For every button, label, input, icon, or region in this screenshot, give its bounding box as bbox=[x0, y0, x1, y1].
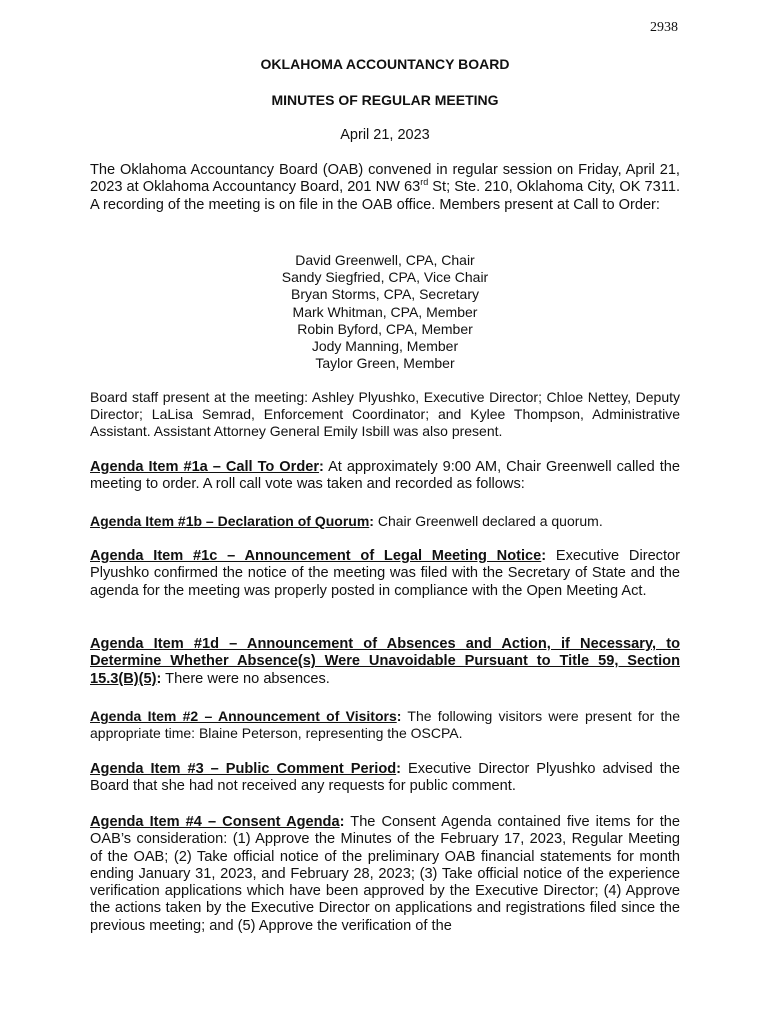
agenda-item-1d bbox=[90, 636, 680, 688]
agenda-item-text: Executive Director Plyushko advised the Board that she had not received any requests for public comment. bbox=[90, 761, 681, 795]
agenda-item-text: There were no absences. bbox=[161, 670, 330, 687]
intro-superscript: rd bbox=[420, 177, 429, 188]
meeting-date: April 21, 2023 bbox=[340, 127, 430, 143]
staff-paragraph: Board staff present at the meeting: Ashley Plyushko, Executive Director; Chloe Nettey, Deputy Director; LaLisa Semrad, Enforcement Coordinator; and Kylee Thompson, Administrative Assistant. Assistant Attorney General Emily Isbill was also present. bbox=[90, 389, 680, 439]
agenda-item-colon: : bbox=[369, 513, 374, 529]
agenda-item-label: Agenda Item #2 – Announcement of Visitors bbox=[90, 708, 397, 724]
member-item: Sandy Siegfried, CPA, Vice Chair bbox=[281, 269, 489, 286]
agenda-item-3 bbox=[90, 761, 680, 796]
agenda-item-colon: : bbox=[156, 670, 162, 687]
agenda-item-1b bbox=[90, 513, 680, 530]
page-number: 2938 bbox=[650, 20, 678, 35]
agenda-item-4 bbox=[90, 814, 680, 935]
intro-text-start: The Oklahoma Accountancy Board (OAB) convened in regular session on Friday, April 21, 2023 at Oklahoma Accountancy Board, 201 NW 63 bbox=[90, 162, 680, 196]
agenda-item-label: Agenda Item #3 – Public Comment Period bbox=[90, 761, 397, 777]
agenda-item-2 bbox=[90, 708, 680, 743]
member-item: David Greenwell, CPA, Chair bbox=[295, 252, 475, 268]
agenda-item-label: Agenda Item #1a – Call To Order bbox=[90, 459, 320, 475]
agenda-item-label: Agenda Item #1b – Declaration of Quorum bbox=[90, 513, 370, 529]
intro-text-end: St; Ste. 210, Oklahoma City, OK 7311. A recording of the meeting is on file in the OAB office. Members present at Call to Order: bbox=[90, 179, 680, 213]
agenda-item-label: Agenda Item #4 – Consent Agenda bbox=[90, 814, 340, 830]
agenda-item-colon: : bbox=[541, 548, 547, 564]
members-list bbox=[0, 252, 770, 372]
org-title: OKLAHOMA ACCOUNTANCY BOARD bbox=[260, 56, 510, 72]
agenda-item-colon: : bbox=[339, 814, 345, 830]
agenda-item-text: Executive Director Plyushko confirmed the notice of the meeting was filed with the Secretary of State and the agenda for the meeting was properly posted in compliance with the Open Meeting Act. bbox=[90, 548, 681, 599]
agenda-item-text: Chair Greenwell declared a quorum. bbox=[373, 513, 603, 529]
agenda-item-colon: : bbox=[319, 459, 324, 475]
member-item: Taylor Green, Member bbox=[315, 355, 455, 372]
intro-paragraph bbox=[90, 162, 680, 214]
agenda-item-label: Agenda Item #1c – Announcement of Legal Meeting Notice bbox=[90, 548, 542, 564]
agenda-item-text: The following visitors were present for the appropriate time: Blaine Peterson, representing the OSCPA. bbox=[90, 708, 680, 742]
member-item: Bryan Storms, CPA, Secretary bbox=[290, 286, 479, 303]
agenda-item-colon: : bbox=[396, 761, 402, 777]
member-item: Robin Byford, CPA, Member bbox=[297, 320, 473, 337]
member-item: Mark Whitman, CPA, Member bbox=[292, 303, 478, 320]
agenda-item-label: Agenda Item #1d – Announcement of Absences and Action, if Necessary, to Determine Whether Absence(s) Were Unavoidable Pursuant to Title 59, Section 15.3(B)(5) bbox=[90, 636, 680, 687]
agenda-item-1c bbox=[90, 548, 680, 600]
document-title: MINUTES OF REGULAR MEETING bbox=[271, 92, 499, 108]
member-item: Jody Manning, Member bbox=[311, 338, 459, 355]
agenda-item-text: At approximately 9:00 AM, Chair Greenwell called the meeting to order. A roll call vote was taken and recorded as follows: bbox=[90, 459, 680, 493]
agenda-item-colon: : bbox=[396, 708, 402, 724]
agenda-item-text: The Consent Agenda contained five items for the OAB’s consideration: (1) Approve the Minutes of the February 17, 2023, Regular Meeting of the OAB; (2) Take official notice of the preliminary OAB financial statements for month ending January 31, 2023, and February 28, 2023; (3) Take official notice of the experience verification applications which have been approved by the Executive Director; (4) Approve the actions taken by the Executive Director on applications and registrations filed since the previous meeting; and (5) Approve the verification of the bbox=[90, 814, 680, 934]
agenda-item-1a bbox=[90, 459, 680, 494]
